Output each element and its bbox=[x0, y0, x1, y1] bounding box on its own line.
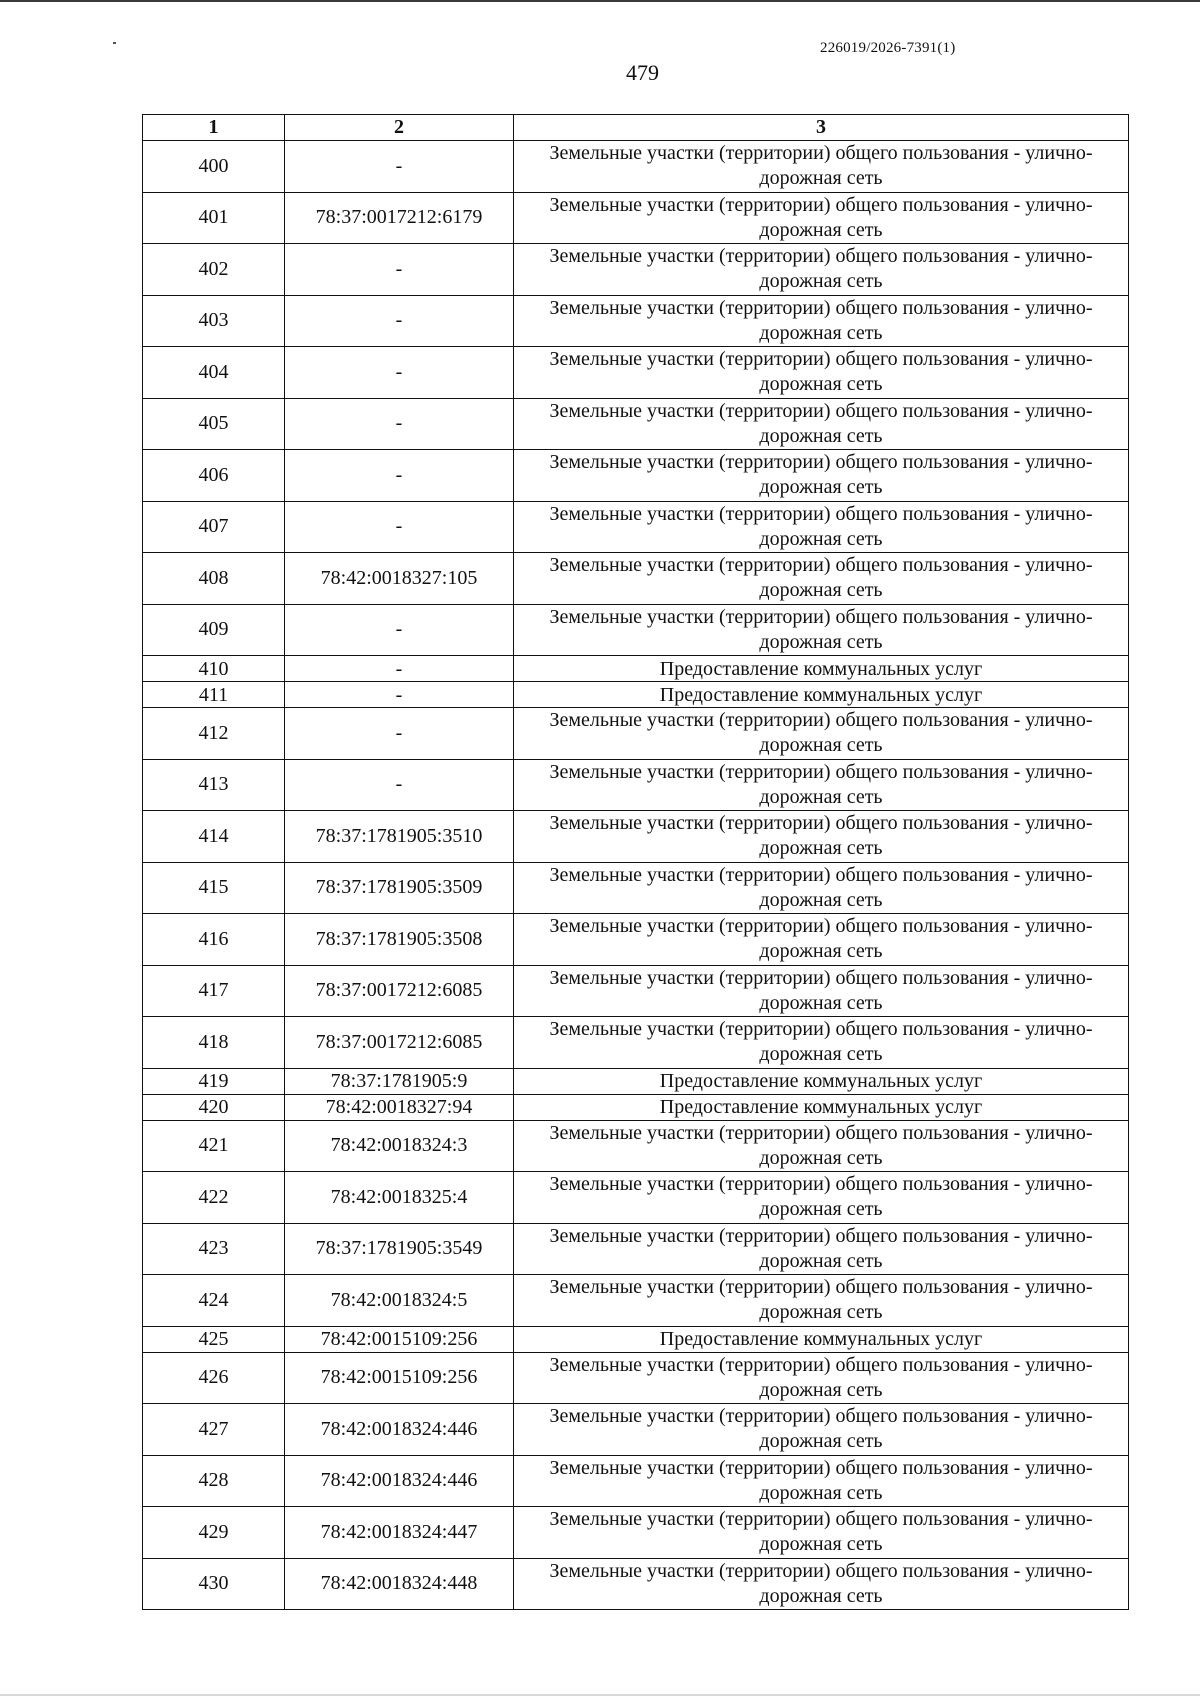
table-row bbox=[143, 1068, 1129, 1094]
cell-cadastral-number: - bbox=[285, 141, 514, 193]
cell-cadastral-number: - bbox=[285, 398, 514, 450]
table-row bbox=[143, 1352, 1129, 1404]
cell-land-purpose: Земельные участки (территории) общего пользования - улично-дорожная сеть bbox=[514, 450, 1129, 502]
cell-cadastral-number: 78:42:0018324:446 bbox=[285, 1455, 514, 1507]
cell-number: 423 bbox=[143, 1223, 285, 1275]
table-row bbox=[143, 501, 1129, 553]
cell-land-purpose: Земельные участки (территории) общего пользования - улично-дорожная сеть bbox=[514, 1223, 1129, 1275]
cell-number: 408 bbox=[143, 553, 285, 605]
cell-number: 430 bbox=[143, 1558, 285, 1610]
table-row bbox=[143, 1017, 1129, 1069]
table-row bbox=[143, 295, 1129, 347]
cell-cadastral-number: 78:42:0018327:94 bbox=[285, 1094, 514, 1120]
cell-cadastral-number: - bbox=[285, 244, 514, 296]
cell-number: 414 bbox=[143, 811, 285, 863]
cell-land-purpose: Предоставление коммунальных услуг bbox=[514, 1326, 1129, 1352]
column-header-purpose: 3 bbox=[514, 115, 1129, 141]
cell-land-purpose: Предоставление коммунальных услуг bbox=[514, 656, 1129, 682]
table-row bbox=[143, 1120, 1129, 1172]
cell-number: 419 bbox=[143, 1068, 285, 1094]
cell-number: 405 bbox=[143, 398, 285, 450]
cell-land-purpose: Земельные участки (территории) общего пользования - улично-дорожная сеть bbox=[514, 759, 1129, 811]
cell-land-purpose: Земельные участки (территории) общего пользования - улично-дорожная сеть bbox=[514, 1507, 1129, 1559]
cell-number: 406 bbox=[143, 450, 285, 502]
cell-land-purpose: Земельные участки (территории) общего пользования - улично-дорожная сеть bbox=[514, 244, 1129, 296]
document-number: 226019/2026-7391(1) bbox=[820, 40, 956, 56]
table-row bbox=[143, 1094, 1129, 1120]
cell-cadastral-number: - bbox=[285, 708, 514, 760]
page-number: 479 bbox=[626, 60, 659, 85]
cell-number: 416 bbox=[143, 914, 285, 966]
cell-land-purpose: Земельные участки (территории) общего пользования - улично-дорожная сеть bbox=[514, 295, 1129, 347]
table-row bbox=[143, 604, 1129, 656]
cell-cadastral-number: 78:42:0018324:448 bbox=[285, 1558, 514, 1610]
cell-number: 402 bbox=[143, 244, 285, 296]
table-row bbox=[143, 244, 1129, 296]
cell-number: 401 bbox=[143, 192, 285, 244]
cell-number: 426 bbox=[143, 1352, 285, 1404]
cell-land-purpose: Земельные участки (территории) общего пользования - улично-дорожная сеть bbox=[514, 604, 1129, 656]
cell-cadastral-number: 78:42:0015109:256 bbox=[285, 1352, 514, 1404]
cell-cadastral-number: - bbox=[285, 450, 514, 502]
cell-cadastral-number: 78:42:0018325:4 bbox=[285, 1172, 514, 1224]
cell-cadastral-number: 78:42:0018324:3 bbox=[285, 1120, 514, 1172]
cell-cadastral-number: 78:37:1781905:3509 bbox=[285, 862, 514, 914]
table-row bbox=[143, 1223, 1129, 1275]
cell-cadastral-number: - bbox=[285, 347, 514, 399]
cell-cadastral-number: 78:37:0017212:6179 bbox=[285, 192, 514, 244]
table-row bbox=[143, 1275, 1129, 1327]
cell-cadastral-number: 78:42:0018324:447 bbox=[285, 1507, 514, 1559]
table-row bbox=[143, 553, 1129, 605]
table-body bbox=[143, 141, 1129, 1610]
cell-land-purpose: Земельные участки (территории) общего пользования - улично-дорожная сеть bbox=[514, 553, 1129, 605]
cell-land-purpose: Земельные участки (территории) общего пользования - улично-дорожная сеть bbox=[514, 708, 1129, 760]
table-row bbox=[143, 759, 1129, 811]
table-row bbox=[143, 1558, 1129, 1610]
scan-border-top bbox=[0, 0, 1200, 2]
table-row bbox=[143, 862, 1129, 914]
cell-number: 415 bbox=[143, 862, 285, 914]
cell-number: 418 bbox=[143, 1017, 285, 1069]
cell-land-purpose: Земельные участки (территории) общего пользования - улично-дорожная сеть bbox=[514, 1275, 1129, 1327]
table-row bbox=[143, 347, 1129, 399]
cell-land-purpose: Предоставление коммунальных услуг bbox=[514, 1068, 1129, 1094]
cell-number: 404 bbox=[143, 347, 285, 399]
cell-number: 403 bbox=[143, 295, 285, 347]
cell-cadastral-number: 78:42:0015109:256 bbox=[285, 1326, 514, 1352]
cell-cadastral-number: - bbox=[285, 501, 514, 553]
cell-number: 429 bbox=[143, 1507, 285, 1559]
cell-number: 420 bbox=[143, 1094, 285, 1120]
table-row bbox=[143, 1455, 1129, 1507]
cell-land-purpose: Земельные участки (территории) общего пользования - улично-дорожная сеть bbox=[514, 914, 1129, 966]
cell-cadastral-number: 78:37:1781905:3510 bbox=[285, 811, 514, 863]
cell-number: 427 bbox=[143, 1404, 285, 1456]
table-row bbox=[143, 1404, 1129, 1456]
cell-cadastral-number: 78:37:1781905:3549 bbox=[285, 1223, 514, 1275]
cell-land-purpose: Предоставление коммунальных услуг bbox=[514, 1094, 1129, 1120]
cell-cadastral-number: - bbox=[285, 759, 514, 811]
cell-land-purpose: Земельные участки (территории) общего пользования - улично-дорожная сеть bbox=[514, 398, 1129, 450]
registry-table bbox=[142, 114, 1129, 1610]
table-row bbox=[143, 192, 1129, 244]
column-header-number: 1 bbox=[143, 115, 285, 141]
cell-cadastral-number: - bbox=[285, 682, 514, 708]
table-row bbox=[143, 708, 1129, 760]
cell-land-purpose: Земельные участки (территории) общего пользования - улично-дорожная сеть bbox=[514, 141, 1129, 193]
table-row bbox=[143, 811, 1129, 863]
header-row bbox=[143, 115, 1129, 141]
cell-number: 428 bbox=[143, 1455, 285, 1507]
cell-number: 422 bbox=[143, 1172, 285, 1224]
cell-land-purpose: Земельные участки (территории) общего пользования - улично-дорожная сеть bbox=[514, 192, 1129, 244]
cell-land-purpose: Земельные участки (территории) общего пользования - улично-дорожная сеть bbox=[514, 1120, 1129, 1172]
cell-number: 410 bbox=[143, 656, 285, 682]
cell-land-purpose: Земельные участки (территории) общего пользования - улично-дорожная сеть bbox=[514, 862, 1129, 914]
cell-land-purpose: Земельные участки (территории) общего пользования - улично-дорожная сеть bbox=[514, 347, 1129, 399]
cell-number: 409 bbox=[143, 604, 285, 656]
scan-speck bbox=[113, 42, 116, 44]
cell-cadastral-number: - bbox=[285, 295, 514, 347]
cell-number: 424 bbox=[143, 1275, 285, 1327]
cell-cadastral-number: 78:42:0018327:105 bbox=[285, 553, 514, 605]
table-row bbox=[143, 1507, 1129, 1559]
cell-number: 417 bbox=[143, 965, 285, 1017]
cell-land-purpose: Земельные участки (территории) общего пользования - улично-дорожная сеть bbox=[514, 1455, 1129, 1507]
table-row bbox=[143, 1172, 1129, 1224]
cell-cadastral-number: 78:37:0017212:6085 bbox=[285, 1017, 514, 1069]
cell-land-purpose: Земельные участки (территории) общего пользования - улично-дорожная сеть bbox=[514, 501, 1129, 553]
cell-cadastral-number: - bbox=[285, 656, 514, 682]
cell-land-purpose: Земельные участки (территории) общего пользования - улично-дорожная сеть bbox=[514, 1172, 1129, 1224]
cell-number: 400 bbox=[143, 141, 285, 193]
cell-number: 421 bbox=[143, 1120, 285, 1172]
table-header bbox=[143, 115, 1129, 141]
table-row bbox=[143, 682, 1129, 708]
cell-number: 412 bbox=[143, 708, 285, 760]
table-row bbox=[143, 914, 1129, 966]
table-row bbox=[143, 450, 1129, 502]
cell-cadastral-number: 78:37:1781905:3508 bbox=[285, 914, 514, 966]
cell-cadastral-number: - bbox=[285, 604, 514, 656]
cell-land-purpose: Земельные участки (территории) общего пользования - улично-дорожная сеть bbox=[514, 1404, 1129, 1456]
cell-cadastral-number: 78:37:1781905:9 bbox=[285, 1068, 514, 1094]
column-header-cadastral: 2 bbox=[285, 115, 514, 141]
cell-land-purpose: Земельные участки (территории) общего пользования - улично-дорожная сеть bbox=[514, 1017, 1129, 1069]
cell-cadastral-number: 78:37:0017212:6085 bbox=[285, 965, 514, 1017]
cell-number: 425 bbox=[143, 1326, 285, 1352]
cell-land-purpose: Земельные участки (территории) общего пользования - улично-дорожная сеть bbox=[514, 965, 1129, 1017]
cell-cadastral-number: 78:42:0018324:446 bbox=[285, 1404, 514, 1456]
table-row bbox=[143, 398, 1129, 450]
cell-land-purpose: Предоставление коммунальных услуг bbox=[514, 682, 1129, 708]
cell-land-purpose: Земельные участки (территории) общего пользования - улично-дорожная сеть bbox=[514, 1558, 1129, 1610]
table-row bbox=[143, 1326, 1129, 1352]
table-row bbox=[143, 965, 1129, 1017]
cell-land-purpose: Земельные участки (территории) общего пользования - улично-дорожная сеть bbox=[514, 811, 1129, 863]
cell-land-purpose: Земельные участки (территории) общего пользования - улично-дорожная сеть bbox=[514, 1352, 1129, 1404]
cell-cadastral-number: 78:42:0018324:5 bbox=[285, 1275, 514, 1327]
cell-number: 413 bbox=[143, 759, 285, 811]
table-row bbox=[143, 656, 1129, 682]
cell-number: 411 bbox=[143, 682, 285, 708]
cell-number: 407 bbox=[143, 501, 285, 553]
table-row bbox=[143, 141, 1129, 193]
